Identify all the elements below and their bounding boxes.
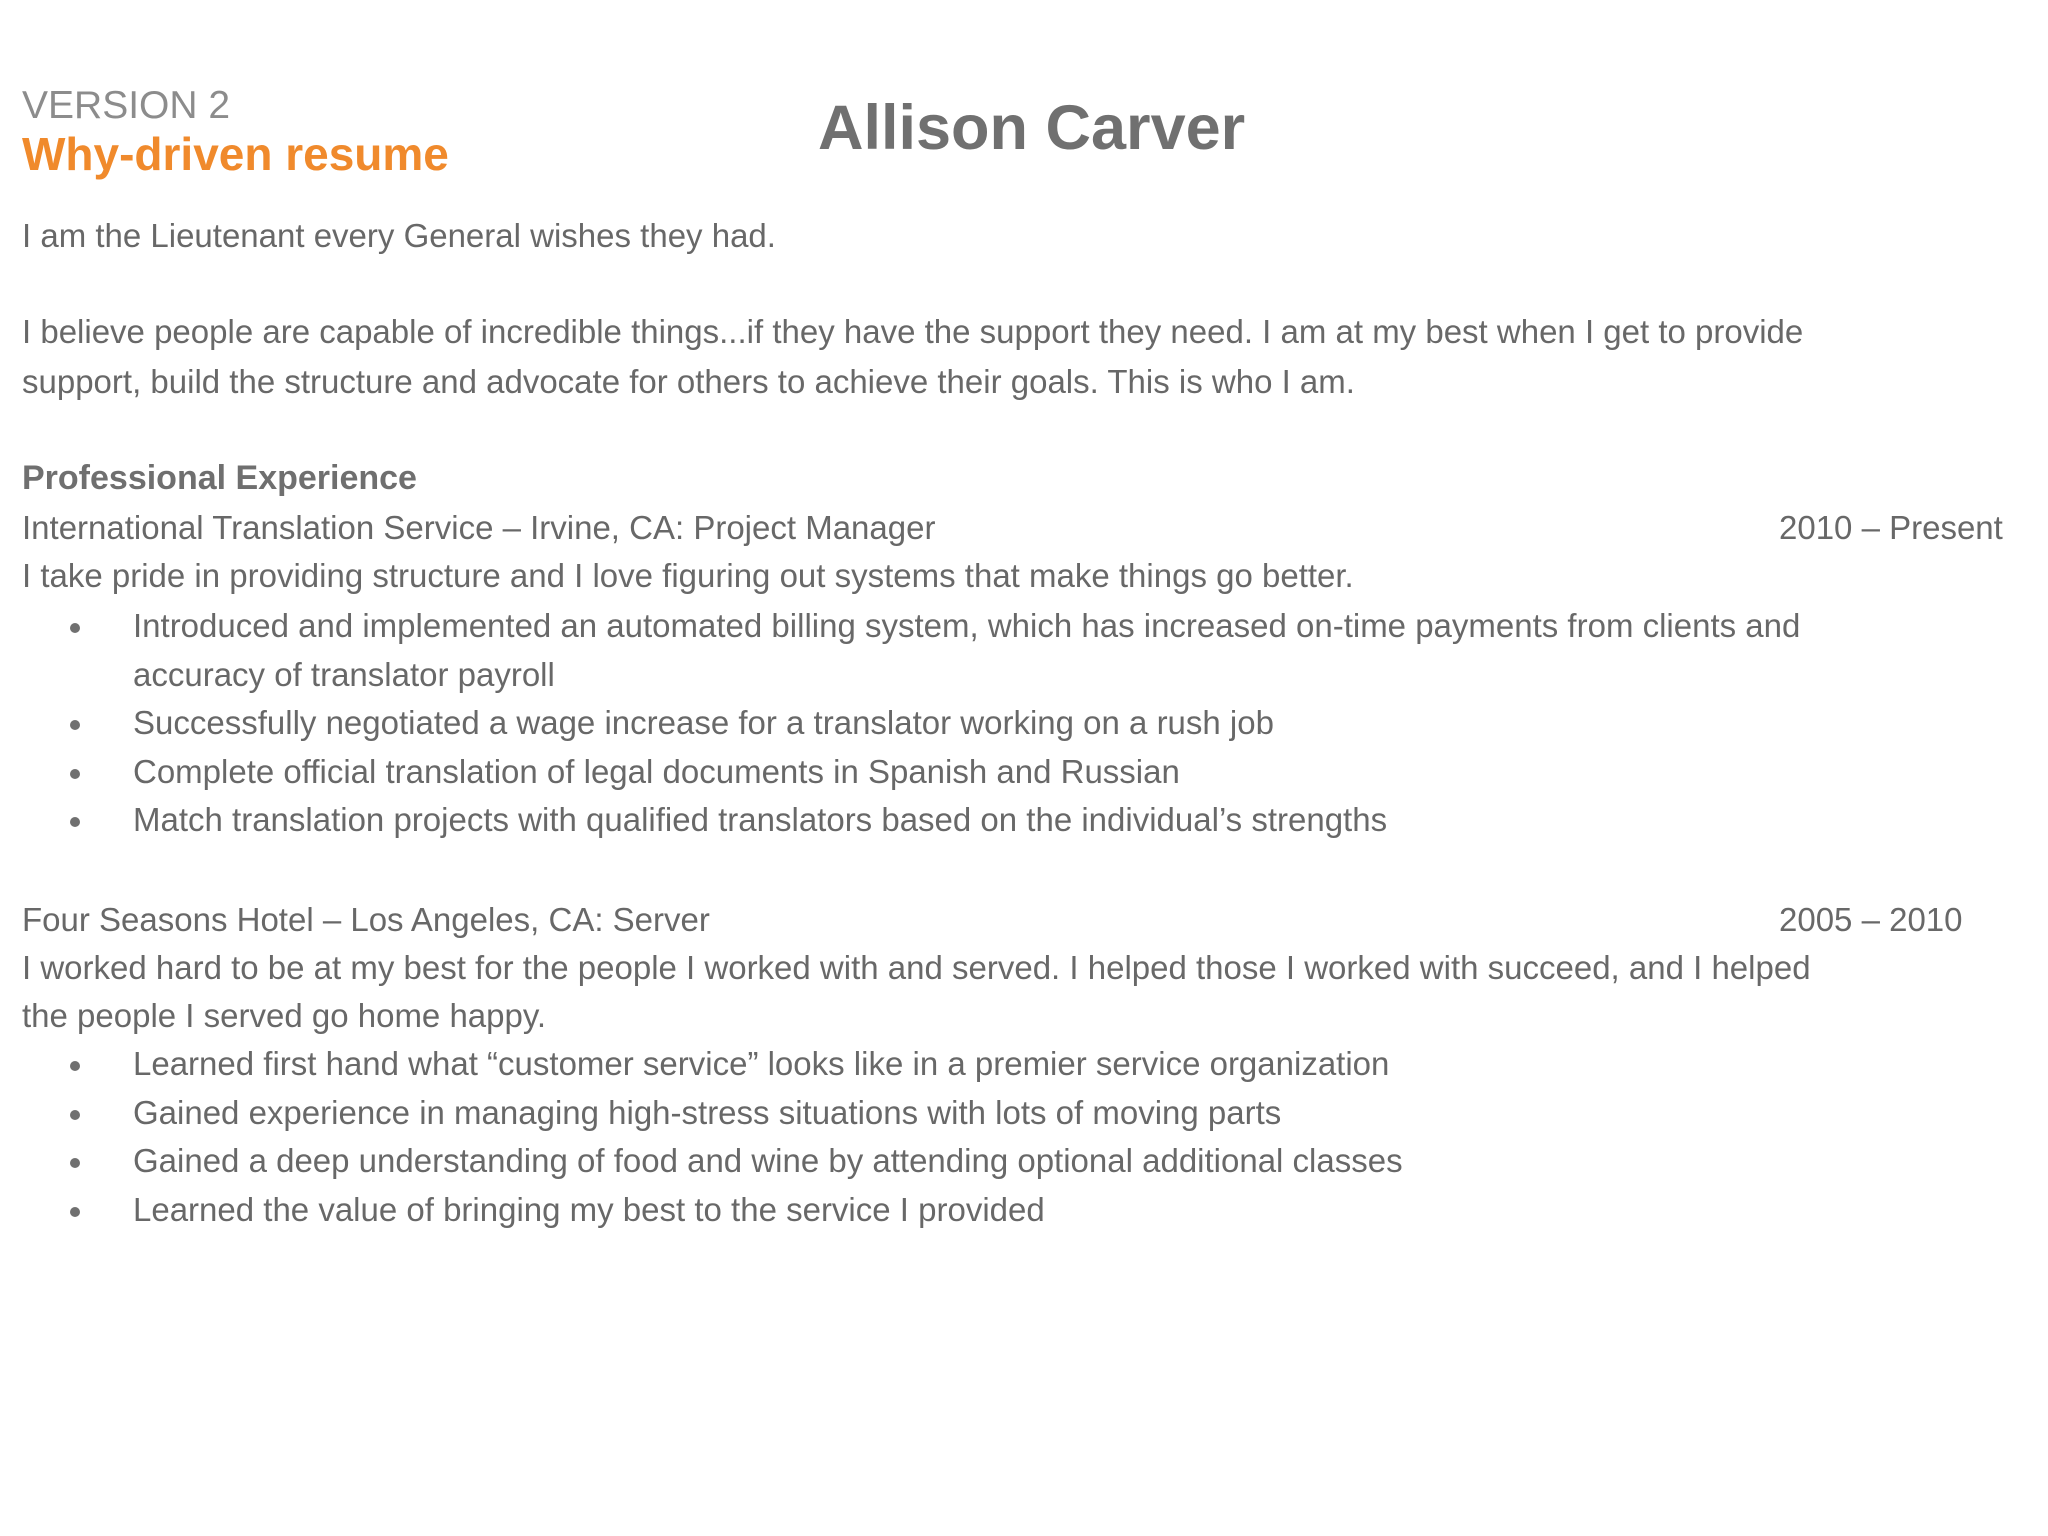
job-bullet-item [0,699,1860,748]
person-name: Allison Carver [818,93,1246,163]
bullet-dot-icon [70,1110,80,1120]
version-label: VERSION 2 [22,84,231,127]
job-bullet-item [0,1089,1860,1138]
job-bullet-item [0,748,1860,797]
job-bullet-item [0,796,1860,845]
intro-belief-line-2: support, build the structure and advocate for others to achieve their goals. This is who I am. [22,363,1355,400]
intro-belief-line-1: I believe people are capable of incredible things...if they have the support they need. I am at my best when I get to provide [22,313,1804,350]
job-summary-line-1: I worked hard to be at my best for the people I worked with and served. I helped those I worked with succeed, and I helped [22,949,1811,986]
job-dates: 2010 – Present [1779,509,2003,546]
bullet-text: Complete official translation of legal documents in Spanish and Russian [133,752,1180,790]
bullet-dot-icon [70,623,80,633]
job-bullet-list [0,1040,1860,1234]
bullet-dot-icon [70,1207,80,1217]
bullet-dot-icon [70,1061,80,1071]
job-summary-line-2: the people I served go home happy. [22,997,547,1034]
job-bullet-list [0,602,1860,845]
bullet-text: Learned the value of bringing my best to the service I provided [133,1190,1045,1228]
bullet-text: Gained a deep understanding of food and wine by attending optional additional classes [133,1142,1403,1179]
job-title: Four Seasons Hotel – Los Angeles, CA: Server [22,901,710,938]
resume-type-subtitle: Why-driven resume [22,128,449,180]
bullet-text: Gained experience in managing high-stress situations with lots of moving parts [133,1093,1282,1131]
bullet-text: Successfully negotiated a wage increase for a translator working on a rush job [133,704,1274,741]
job-title: International Translation Service – Irvine, CA: Project Manager [22,509,936,546]
bullet-dot-icon [70,817,80,827]
bullet-dot-icon [70,1158,80,1168]
intro-tagline: I am the Lieutenant every General wishes they had. [22,217,776,254]
job-bullet-item [0,1040,1860,1089]
job-bullet-item [0,1186,1860,1235]
job-bullet-item [0,602,1860,699]
bullet-dot-icon [70,769,80,779]
bullet-dot-icon [70,720,80,730]
bullet-text: Introduced and implemented an automated billing system, which has increased on-time payments from clients and accuracy of translator payroll [133,607,1801,693]
job-dates: 2005 – 2010 [1779,901,1963,938]
job-bullet-item [0,1137,1860,1186]
experience-heading: Professional Experience [22,459,417,497]
bullet-text: Match translation projects with qualified translators based on the individual’s strengths [133,801,1388,838]
job-summary: I take pride in providing structure and I love figuring out systems that make things go better. [22,557,1354,594]
bullet-text: Learned first hand what “customer service” looks like in a premier service organization [133,1045,1390,1082]
